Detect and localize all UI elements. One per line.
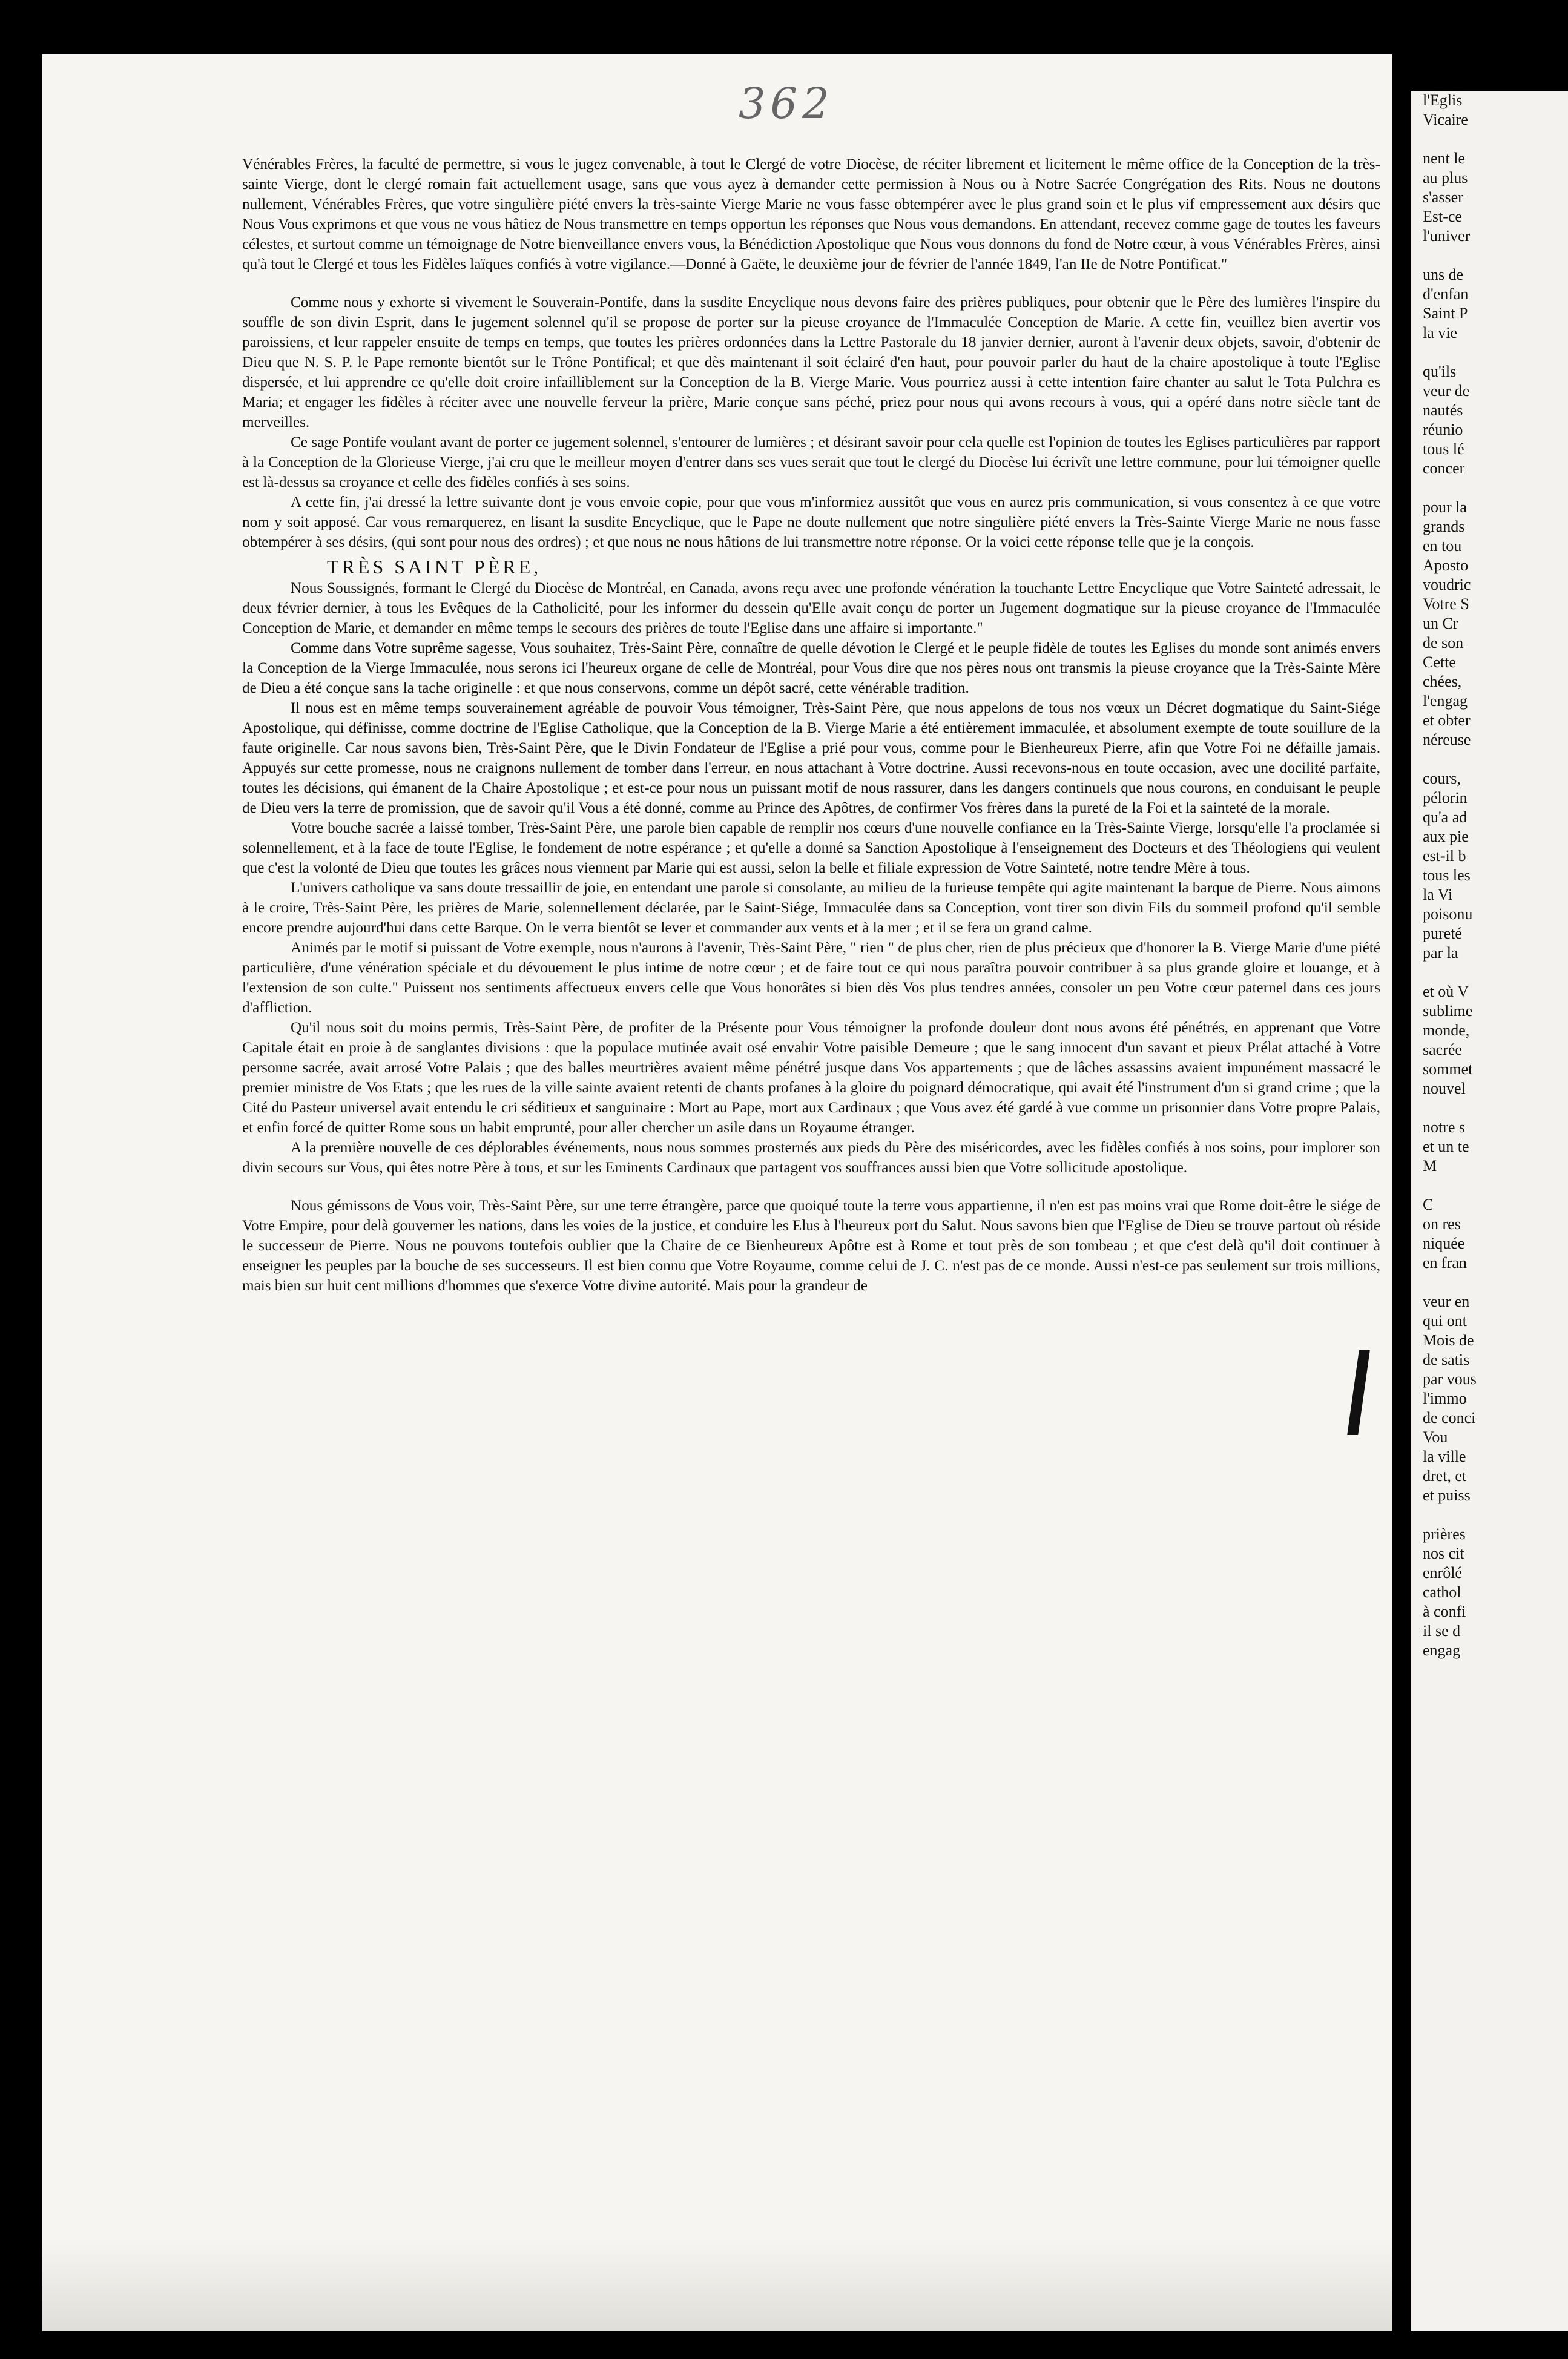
folio-number: 362: [739, 79, 834, 128]
facing-page-line: C: [1423, 1196, 1434, 1213]
paragraph: Vénérables Frères, la faculté de permettre, si vous le jugez convenable, à tout le Clergé de votre Diocèse, de réciter librement et licitement le même office de la Conception de la très-sainte Vierge, dont le clergé romain fait actuellement usage, sans que vous ayez à demander cette permission à Nous ou à Notre Sacrée Congrégation des Rits. Nous ne doutons nullement, Vénérables Frères, que votre singulière piété envers la très-sainte Vierge Marie ne vous fasse obtempérer avec le plus grand soin et le plus vif empressement aux désirs que Nous Vous exprimons et que vous ne vous hâtiez de Nous transmettre en temps opportun les réponses que Nous vous demandons. En attendant, recevez comme gage de toutes les faveurs célestes, et surtout comme un témoignage de Notre bienveillance envers vous, la Bénédiction Apostolique que Nous vous donnons du fond de Notre cœur, à vous Vénérables Frères, ainsi qu'à tout le Clergé et tous les Fidèles laïques confiés à votre vigilance.—Donné à Gaëte, le deuxième jour de février de l'année 1849, l'an IIe de Notre Pontificat.": [242, 156, 1380, 272]
facing-page-line: aux pie: [1423, 828, 1469, 845]
facing-page-line: Est-ce: [1423, 208, 1462, 225]
facing-page-line: sommet: [1423, 1060, 1473, 1078]
facing-page-line: cours,: [1423, 770, 1461, 787]
facing-page-line: uns de: [1423, 266, 1464, 283]
facing-page-line: qu'ils: [1423, 363, 1457, 380]
facing-page-line: veur en: [1423, 1293, 1470, 1310]
facing-page-text: [1423, 91, 1568, 1660]
facing-page-line: [1423, 1505, 1568, 1525]
paragraph: Qu'il nous soit du moins permis, Très-Saint Père, de profiter de la Présente pour Vous témoigner la profonde douleur dont nous avons été pénétrés, en apprenant que Votre Capitale était en proie à de sanglantes divisions : que la populace mutinée avait osé envahir Votre paisible Demeure ; que le sang innocent d'un savant et pieux Prélat attaché à Votre personne sacrée, avait arrosé Votre Palais ; que des balles meurtrières avaient même pénétré jusque dans Vos appartements ; que de lâches assassins avaient impunément massacré le premier ministre de Vos Etats ; que les rues de la ville sainte avaient retenti de chants profanes à la gloire du poignard démocratique, qui avait été l'instrument d'un si grand crime ; que la Cité du Pasteur universel avait entendu le cri séditieux et sanguinaire : Mort au Pape, mort aux Cardinaux ; que Vous avez été gardé à vue comme un prisonnier dans Votre propre Palais, et enfin forcé de quitter Rome sous un habit emprunté, pour aller chercher un asile dans un Royaume étranger.: [242, 1020, 1380, 1136]
facing-page-line: de satis: [1423, 1351, 1470, 1368]
facing-page-line: il se d: [1423, 1622, 1461, 1640]
paragraph: Comme dans Votre suprême sagesse, Vous souhaitez, Très-Saint Père, connaître de quelle dévotion le Clergé et le peuple fidèle de toutes les Eglises du monde sont animés envers la Conception de la Vierge Immaculée, nous serons ici l'heureux organe de celle de Montréal, pour Vous dire que nos pères nous ont transmis la pieuse croyance que la Très-Sainte Mère de Dieu a été conçue sans la tache originelle : et que nous conservons, comme un dépôt sacré, cette vénérable tradition.: [242, 640, 1380, 696]
facing-page-line: Vicaire: [1423, 111, 1468, 128]
facing-page-line: néreuse: [1423, 731, 1471, 748]
facing-page-line: [1423, 130, 1568, 149]
letter-salutation: TRÈS SAINT PÈRE,: [327, 556, 542, 578]
facing-page-line: Aposto: [1423, 556, 1469, 574]
facing-page-line: voudric: [1423, 576, 1471, 593]
facing-page-line: Vou: [1423, 1428, 1448, 1446]
facing-page-line: un Cr: [1423, 615, 1458, 632]
facing-page-line: l'univer: [1423, 227, 1471, 245]
facing-page-line: cathol: [1423, 1583, 1461, 1601]
facing-page-line: chées,: [1423, 673, 1462, 690]
page-edge-shadow: [42, 2240, 1392, 2331]
facing-page-line: pureté: [1423, 925, 1462, 942]
facing-page-line: Mois de: [1423, 1331, 1474, 1349]
facing-page-line: niquée: [1423, 1235, 1465, 1252]
facing-page-line: tous lé: [1423, 440, 1464, 458]
facing-page-line: Cette: [1423, 653, 1456, 671]
facing-page-line: [1423, 1098, 1568, 1118]
facing-page-line: d'enfan: [1423, 285, 1469, 303]
facing-page-line: sacrée: [1423, 1041, 1462, 1058]
facing-page-line: la Vi: [1423, 886, 1453, 903]
main-text-block: [242, 154, 1380, 1296]
facing-page-line: et obter: [1423, 711, 1471, 729]
facing-page-line: pour la: [1423, 498, 1467, 516]
facing-page-line: par la: [1423, 944, 1458, 962]
facing-page-line: qui ont: [1423, 1312, 1467, 1330]
facing-page-line: de conci: [1423, 1409, 1476, 1427]
facing-page-line: nouvel: [1423, 1080, 1466, 1097]
facing-page-fragment: [1411, 91, 1568, 2331]
paragraph: A cette fin, j'ai dressé la lettre suivante dont je vous envoie copie, pour que vous m'informiez aussitôt que vous en aurez pris communication, si vous consentez à ce que votre nom y soit apposé. Car vous remarquerez, en lisant la susdite Encyclique, que le Pape ne doute nullement que notre singulière piété envers la Très-Sainte Vierge Marie ne nous fasse obtempérer à ses désirs, (qui sont pour nous des ordres) ; et que nous ne nous hâtions de lui transmettre notre réponse. Or la voici cette réponse telle que je la conçois.: [242, 494, 1380, 550]
facing-page-line: M: [1423, 1157, 1437, 1175]
facing-page-line: en tou: [1423, 537, 1462, 555]
facing-page-line: engag: [1423, 1641, 1461, 1659]
facing-page-line: qu'a ad: [1423, 808, 1468, 826]
facing-page-line: l'engag: [1423, 692, 1468, 710]
facing-page-line: s'asser: [1423, 188, 1463, 206]
facing-page-line: sublime: [1423, 1002, 1473, 1020]
facing-page-line: au plus: [1423, 169, 1468, 186]
facing-page-line: nos cit: [1423, 1545, 1464, 1562]
facing-page-line: en fran: [1423, 1254, 1467, 1272]
facing-page-line: [1423, 1273, 1568, 1292]
paragraph: Nous Soussignés, formant le Clergé du Diocèse de Montréal, en Canada, avons reçu avec une profonde vénération la touchante Lettre Encyclique que Votre Sainteté adressait, le deux février dernier, à tous les Evêques de la Catholicité, pour les informer du dessein qu'Elle avait conçu de porter un Jugement dogmatique sur la pieuse croyance de l'Immaculée Conception de Marie, et demander en même temps le secours des prières de toute l'Eglise dans une affaire si importante.": [242, 580, 1380, 636]
paragraph: Il nous est en même temps souverainement agréable de pouvoir Vous témoigner, Très-Saint Père, que nous appelons de tous nos vœux un Décret dogmatique du Saint-Siége Apostolique, qui définisse, comme doctrine de l'Eglise Catholique, que la Conception de la B. Vierge Marie a été entièrement immaculée, et absolument exempte de toute souillure de la faute originelle. Car nous savons bien, Très-Saint Père, que le Divin Fondateur de l'Eglise a prié pour vous, comme pour le Bienheureux Pierre, afin que Votre Foi ne défaille jamais. Appuyés sur cette promesse, nous ne craignons nullement de tomber dans l'erreur, en nous attachant à Votre doctrine. Aussi recevons-nous en toute occasion, avec une docilité parfaite, toutes les décisions, qui émanent de la Chaire Apostolique ; et est-ce pour nous un puissant motif de nous rassurer, dans les dangers continuels que nous courons, en conduisant le peuple de Dieu vers la terre de promission, que de savoir qu'il Vous a été donné, comme au Prince des Apôtres, de confirmer Vos frères dans la pureté de la Foi et la sainteté de la morale.: [242, 700, 1380, 816]
facing-page-line: et où V: [1423, 983, 1469, 1000]
facing-page-line: par vous: [1423, 1370, 1477, 1388]
paragraph: Comme nous y exhorte si vivement le Souverain-Pontife, dans la susdite Encyclique nous devons faire des prières publiques, pour obtenir que le Père des lumières l'inspire du souffle de son divin Esprit, dans le jugement solennel qu'il se propose de porter sur la pieuse croyance de l'Immaculée Conception de Marie. A cette fin, veuillez bien avertir vos paroissiens, et leur rappeler ensuite de temps en temps, que toutes les prières ordonnées dans la Lettre Pastorale du 18 janvier dernier, auront à l'avenir deux objets, savoir, d'obtenir de Dieu que N. S. P. le Pape remonte bientôt sur le Trône Pontifical; et que dès maintenant il soit éclairé d'en haut, pour pouvoir parler du haut de la chaire apostolique à toute l'Eglise dispersée, et lui apprendre ce qu'elle doit croire infailliblement sur la Conception de la B. Vierge Marie. Vous pourriez aussi à cette intention faire chanter au salut le Tota Pulchra es Maria; et engager les fidèles à réciter avec une nouvelle ferveur la prière, Marie conçue sans péché, priez pour nous qui avons recours à vous, qui a opéré dans notre siècle tant de merveilles.: [242, 294, 1380, 431]
paragraph: A la première nouvelle de ces déplorables événements, nous nous sommes prosternés aux pieds du Père des miséricordes, avec les fidèles confiés à nos soins, pour implorer son divin secours sur Vous, qui êtes notre Père à tous, et sur les Eminents Cardinaux que partagent vos souffrances aussi bien que Votre sollicitude apostolique.: [242, 1140, 1380, 1176]
document-sheet: [42, 54, 1392, 2331]
facing-page-line: concer: [1423, 460, 1465, 477]
facing-page-line: l'Eglis: [1423, 91, 1463, 109]
paragraph: Animés par le motif si puissant de Votre exemple, nous n'aurons à l'avenir, Très-Saint Père, " rien " de plus cher, rien de plus précieux que d'honorer la B. Vierge Marie d'une piété particulière, d'une vénération spéciale et du dévouement le plus intime de notre cœur ; et de faire tout ce qui nous paraîtra pouvoir contribuer à sa plus grande gloire et louange, et à l'extension de son culte." Puissent nos sentiments affectueux envers celle que Vous honorâtes si bien dès Vos plus tendres années, consoler un peu Votre cœur paternel dans ces jours d'affliction.: [242, 940, 1380, 1016]
facing-page-line: monde,: [1423, 1021, 1470, 1039]
facing-page-line: à confi: [1423, 1603, 1466, 1620]
facing-page-line: enrôlé: [1423, 1564, 1462, 1582]
facing-page-line: Saint P: [1423, 305, 1468, 322]
facing-page-line: nautés: [1423, 401, 1463, 419]
facing-page-line: veur de: [1423, 382, 1470, 400]
facing-page-line: [1423, 750, 1568, 769]
facing-page-line: notre s: [1423, 1118, 1466, 1136]
facing-page-line: prières: [1423, 1525, 1466, 1543]
paragraph: Votre bouche sacrée a laissé tomber, Très-Saint Père, une parole bien capable de remplir nos cœurs d'une nouvelle confiance en la Très-Sainte Vierge, lorsqu'elle l'a proclamée si solennellement, et à la face de toute l'Eglise, le fondement de notre espérance ; et qu'elle a donné sa Sanction Apostolique à l'enseignement des Docteurs et des Théologiens qui veulent que c'est la volonté de Dieu que toutes les grâces nous viennent par Marie qui est aussi, selon la belle et filiale expression de Votre Sainteté, notre tendre Mère à tous.: [242, 820, 1380, 876]
facing-page-line: [1423, 1176, 1568, 1195]
facing-page-line: [1423, 343, 1568, 362]
facing-page-line: dret, et: [1423, 1467, 1467, 1485]
facing-page-line: [1423, 963, 1568, 982]
facing-page-line: grands: [1423, 518, 1465, 535]
facing-page-line: l'immo: [1423, 1390, 1467, 1407]
facing-page-line: pélorin: [1423, 789, 1468, 807]
facing-page-line: Votre S: [1423, 595, 1469, 613]
paragraph: Nous gémissons de Vous voir, Très-Saint Père, sur une terre étrangère, parce que quoiqué toute la terre vous appartienne, il n'en est pas moins vrai que Rome doit-être le siége de Votre Empire, pour delà gouverner les nations, dans les voies de la justice, et conduire les Elus à l'heureux port du Salut. Nous savons bien que l'Eglise de Dieu se trouve partout où réside le successeur de Pierre. Nous ne pouvons toutefois oublier que la Chaire de ce Bienheureux Apôtre est à Rome et tout près de son tombeau ; et que c'est delà qu'il doit continuer à enseigner les peuples par la bouche de ses successeurs. Il est bien connu que Votre Royaume, comme celui de J. C. n'est pas de ce monde. Aussi n'est-ce pas seulement sur trois millions, mais bien sur huit cent millions d'hommes que s'exerce Votre divine autorité. Mais pour la grandeur de: [242, 1198, 1380, 1294]
facing-page-line: nent le: [1423, 150, 1466, 167]
facing-page-line: de son: [1423, 634, 1464, 652]
facing-page-line: est-il b: [1423, 847, 1466, 865]
facing-page-line: poisonu: [1423, 905, 1473, 923]
facing-page-line: réunio: [1423, 421, 1463, 438]
facing-page-line: la vie: [1423, 324, 1458, 341]
facing-page-line: [1423, 478, 1568, 498]
paragraph: L'univers catholique va sans doute tressaillir de joie, en entendant une parole si consolante, au milieu de la furieuse tempête qui agite maintenant la barque de Pierre. Nous aimons à le croire, Très-Saint Père, les prières de Marie, solennellement déclarée, par le Saint-Siége, Immaculée dans sa Conception, vont tirer son divin Fils du sommeil profond qu'il semble encore prendre aujourd'hui dans cette Barque. On le verra bientôt se lever et commander aux vents et à la mer ; et il se fera un grand calme.: [242, 880, 1380, 936]
facing-page-line: [1423, 246, 1568, 265]
facing-page-line: on res: [1423, 1215, 1461, 1233]
facing-page-line: tous les: [1423, 866, 1471, 884]
facing-page-line: et un te: [1423, 1138, 1469, 1155]
paragraph: Ce sage Pontife voulant avant de porter ce jugement solennel, s'entourer de lumières ; et désirant savoir pour cela quelle est l'opinion de toutes les Eglises particulières par rapport à la Conception de la Glorieuse Vierge, j'ai cru que le meilleur moyen d'entrer dans ses vues serait que tout le clergé du Diocèse lui écrivît une lettre commune, pour lui témoigner quelle est là-dessus sa croyance et celle des fidèles confiés à ses soins.: [242, 434, 1380, 490]
facing-page-line: et puiss: [1423, 1486, 1471, 1504]
facing-page-line: la ville: [1423, 1448, 1466, 1465]
